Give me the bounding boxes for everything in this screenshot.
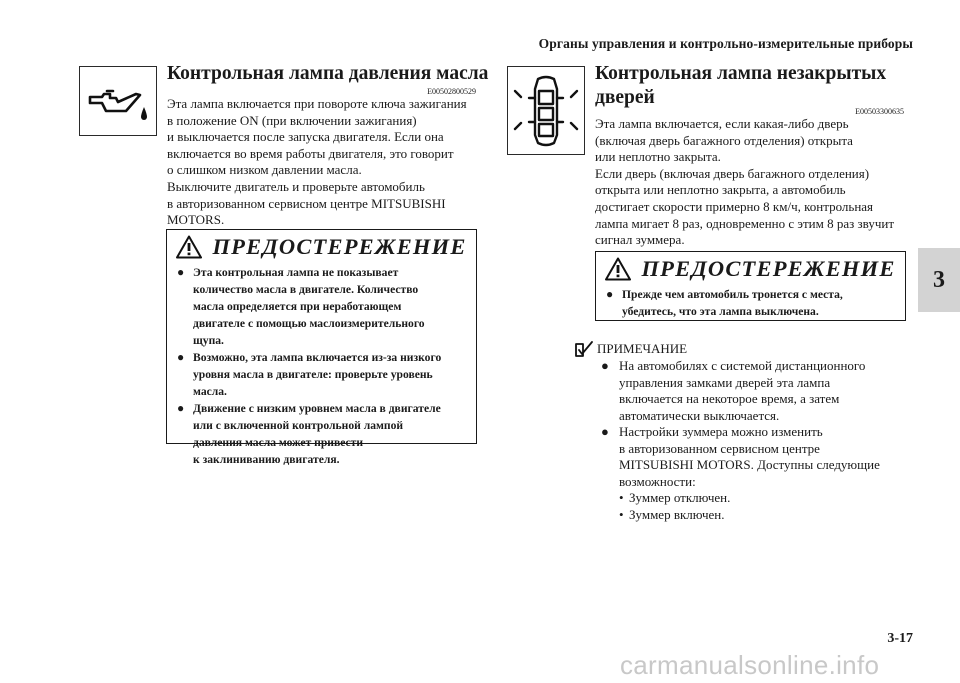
warning-line: двигателе с помощью маслоизмерительного <box>193 317 425 330</box>
body-line: Выключите двигатель и проверьте автомобиль <box>167 178 425 194</box>
oil-pressure-icon <box>80 67 156 135</box>
warning-header <box>596 252 905 286</box>
oil-section-title: Контрольная лампа давления масла <box>167 63 489 84</box>
warning-title: ПРЕДОСТЕРЕЖЕНИЕ <box>212 234 467 259</box>
warning-item <box>596 286 905 320</box>
warning-line: количество масла в двигателе. Количество <box>193 283 419 296</box>
note-label: ПРИМЕЧАНИЕ <box>597 341 688 356</box>
oil-section-code: E00502800529 <box>427 87 476 96</box>
door-section-title <box>595 62 886 110</box>
warning-line: давления масла может привести <box>193 436 364 449</box>
warning-item <box>167 400 476 468</box>
bullet: ● <box>601 424 609 439</box>
body-line: или неплотно закрыта. <box>595 149 721 165</box>
warning-line: Эта контрольная лампа не показывает <box>193 266 399 279</box>
warning-line: Движение с низким уровнем масла в двигателе <box>193 402 441 415</box>
sub-item-text: Зуммер отключен. <box>629 490 731 505</box>
body-line: Если дверь (включая дверь багажного отделения) <box>595 165 870 181</box>
note-sub-item <box>597 490 880 507</box>
note-item <box>597 358 880 424</box>
chapter-number: 3 <box>933 266 945 293</box>
warning-line: масла. <box>193 385 227 398</box>
warning-item <box>167 264 476 349</box>
note-sub-item <box>597 507 880 524</box>
door-warning-box <box>595 251 906 321</box>
warning-header <box>167 230 476 264</box>
sub-bullet: • <box>619 506 624 522</box>
body-line: сигнал зуммера. <box>595 232 685 248</box>
warning-line: или с включенной контрольной лампой <box>193 419 404 432</box>
sub-item-text: Зуммер включен. <box>629 506 725 522</box>
watermark: carmanualsonline.info <box>620 650 880 680</box>
warning-line: к заклиниванию двигателя. <box>193 453 340 466</box>
note-line: управления замками дверей эта лампа <box>619 374 831 390</box>
warning-triangle-icon <box>176 235 202 259</box>
body-line: открыта или неплотно закрыта, а автомобиль <box>595 182 846 198</box>
note-list <box>597 358 880 523</box>
door-section-body <box>595 116 894 249</box>
note-item <box>597 424 880 490</box>
note-line: включается на некоторое время, а затем <box>619 391 840 406</box>
bullet: ● <box>601 358 609 373</box>
warning-body <box>596 286 905 320</box>
note-line: MITSUBISHI MOTORS. Доступны следующие <box>619 457 880 472</box>
bullet: ● <box>177 265 185 279</box>
door-section-code: E00503300635 <box>855 107 904 116</box>
warning-line: уровня масла в двигателе: проверьте уровень <box>193 368 433 381</box>
warning-line: масла определяется при неработающем <box>193 300 402 313</box>
note-line: в авторизованном сервисном центре <box>619 440 820 456</box>
body-line: MOTORS. <box>167 212 225 228</box>
sub-bullet: • <box>619 490 624 505</box>
note-icon <box>574 341 594 359</box>
bullet: ● <box>177 350 185 364</box>
warning-line: убедитесь, что эта лампа выключена. <box>622 305 819 318</box>
note-line: Настройки зуммера можно изменить <box>619 424 823 439</box>
body-line: в положение ON (при включении зажигания) <box>167 112 417 128</box>
note-line: На автомобилях с системой дистанционного <box>619 358 866 373</box>
oil-section-body <box>167 96 467 229</box>
warning-title: ПРЕДОСТЕРЕЖЕНИЕ <box>641 256 896 281</box>
body-line: включается во время работы двигателя, это говорит <box>167 145 454 161</box>
body-line: (включая дверь багажного отделения) открыта <box>595 132 853 148</box>
body-line: лампа мигает 8 раз, одновременно с этим 8 раз звучит <box>595 215 894 231</box>
page-header: Органы управления и контрольно-измерительные приборы <box>538 36 913 51</box>
body-line: в авторизованном сервисном центре MITSUBISHI <box>167 195 446 211</box>
warning-line: Прежде чем автомобиль тронется с места, <box>622 288 843 301</box>
oil-pressure-icon-box <box>79 66 157 136</box>
note-line: автоматически выключается. <box>619 407 780 423</box>
note-line: возможности: <box>619 473 696 489</box>
warning-line: Возможно, эта лампа включается из-за низкого <box>193 351 442 364</box>
door-ajar-icon <box>508 67 584 154</box>
warning-line: щупа. <box>193 334 224 347</box>
warning-body <box>167 264 476 468</box>
bullet: ● <box>177 401 185 415</box>
title-line: дверей <box>595 87 655 108</box>
warning-item <box>167 349 476 400</box>
door-ajar-icon-box <box>507 66 585 155</box>
body-line: Эта лампа включается при повороте ключа зажигания <box>167 96 467 111</box>
oil-warning-box <box>166 229 477 466</box>
body-line: достигает скорости примерно 8 км/ч, контрольная <box>595 198 874 214</box>
body-line: Эта лампа включается, если какая-либо дверь <box>595 116 849 131</box>
body-line: о слишком низком давлении масла. <box>167 162 362 178</box>
title-line: Контрольная лампа незакрытых <box>595 63 887 84</box>
page-number: 3-17 <box>887 631 913 646</box>
warning-triangle-icon <box>605 257 631 281</box>
body-line: и выключается после запуска двигателя. Если она <box>167 129 444 145</box>
bullet: ● <box>606 287 614 301</box>
chapter-tab <box>918 248 960 312</box>
